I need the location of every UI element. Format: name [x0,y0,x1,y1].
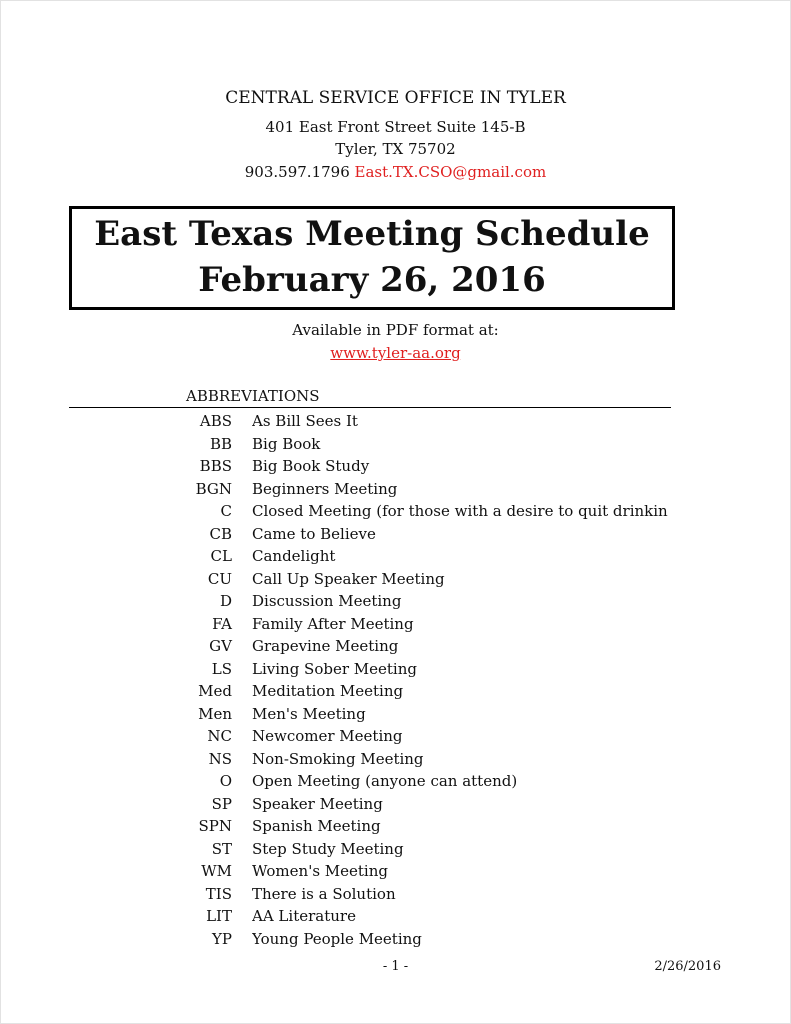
address-city: Tyler, TX 75702 [335,140,456,158]
title-box [69,206,675,310]
abbreviation-code: C [220,502,232,520]
abbreviation-meaning: Step Study Meeting [252,839,404,858]
abbreviation-row [0,793,791,816]
abbreviation-row [0,478,791,501]
abbreviation-code: SP [211,794,232,813]
abbreviation-code: NC [207,727,232,745]
abbreviation-meaning: Women's Meeting [252,862,388,880]
abbreviation-meaning: Non-Smoking Meeting [252,749,424,768]
abbreviation-code: GV [209,637,232,655]
abbreviation-row [0,860,791,883]
abbreviation-meaning: Big Book Study [252,457,370,475]
abbreviation-row [0,500,791,523]
abbreviation-code: YP [212,929,232,948]
abbreviation-code: BBS [199,457,232,475]
abbreviation-meaning: AA Literature [252,907,356,925]
abbreviation-code: LS [211,659,232,678]
abbreviation-meaning: Big Book [252,434,321,453]
abbreviation-code: ABS [199,412,232,430]
abbreviation-row [0,883,791,906]
address-street: 401 East Front Street Suite 145-B [265,118,526,136]
abbreviation-code: SPN [198,817,232,835]
abbreviation-row [0,680,791,703]
abbreviation-row [0,523,791,546]
abbreviation-row [0,433,791,456]
abbreviation-meaning: As Bill Sees It [252,412,358,430]
footer-date: 2/26/2016 [654,959,721,974]
abbreviation-meaning: Closed Meeting (for those with a desire to quit drinkin [252,502,668,520]
abbreviation-row [0,635,791,658]
abbreviation-code: NS [208,749,232,768]
abbreviation-code: ST [211,839,232,858]
pdf-note: Available in PDF format at: [292,321,499,339]
abbreviation-code: BB [209,434,232,453]
abbreviation-meaning: Came to Believe [252,524,376,543]
abbreviation-meaning: Newcomer Meeting [252,727,403,745]
abbreviation-code: D [219,592,232,610]
abbreviation-row [0,770,791,793]
abbreviation-code: FA [212,614,232,633]
abbreviation-meaning: Men's Meeting [252,704,366,723]
abbreviation-meaning: Speaker Meeting [252,794,383,813]
heading-divider [69,407,671,408]
email-link[interactable]: East.TX.CSO@gmail.com [354,163,547,181]
abbreviations-list [0,410,791,950]
abbreviation-row [0,928,791,951]
website-link[interactable]: www.tyler-aa.org [330,344,461,362]
abbreviation-code: LIT [206,907,232,925]
abbreviation-code: CB [209,524,232,543]
document-title: East Texas Meeting Schedule [94,214,650,254]
abbreviation-row [0,590,791,613]
page-number: - 1 - [382,959,409,974]
abbreviation-meaning: Meditation Meeting [252,682,404,700]
abbreviation-row [0,838,791,861]
abbreviations-heading: ABBREVIATIONS [186,387,320,405]
abbreviation-code: Med [198,682,232,700]
phone-number: 903.597.1796 [244,163,350,181]
abbreviation-row [0,658,791,681]
abbreviation-code: CL [210,547,232,565]
abbreviation-row [0,568,791,591]
abbreviation-code: WM [201,862,232,880]
abbreviation-meaning: Young People Meeting [252,929,422,948]
abbreviation-meaning: Living Sober Meeting [252,659,417,678]
document-date: February 26, 2016 [198,260,546,300]
office-name: CENTRAL SERVICE OFFICE IN TYLER [225,88,566,108]
abbreviation-row [0,703,791,726]
contact-line [0,163,791,181]
abbreviation-meaning: Open Meeting (anyone can attend) [252,772,518,790]
abbreviation-row [0,815,791,838]
abbreviation-meaning: Spanish Meeting [252,817,381,835]
abbreviation-code: TIS [205,884,232,903]
abbreviation-meaning: There is a Solution [252,884,396,903]
abbreviation-meaning: Beginners Meeting [252,479,398,498]
abbreviation-meaning: Candelight [252,547,336,565]
abbreviation-row [0,905,791,928]
abbreviation-row [0,545,791,568]
abbreviation-meaning: Grapevine Meeting [252,637,399,655]
abbreviation-code: Men [198,704,232,723]
abbreviation-code: O [219,772,232,790]
abbreviation-code: BGN [195,479,232,498]
abbreviation-row [0,455,791,478]
abbreviation-meaning: Discussion Meeting [252,592,402,610]
abbreviation-meaning: Call Up Speaker Meeting [252,569,445,588]
abbreviation-code: CU [207,569,232,588]
abbreviation-row [0,725,791,748]
abbreviation-row [0,613,791,636]
abbreviation-row [0,410,791,433]
abbreviation-row [0,748,791,771]
abbreviation-meaning: Family After Meeting [252,614,414,633]
